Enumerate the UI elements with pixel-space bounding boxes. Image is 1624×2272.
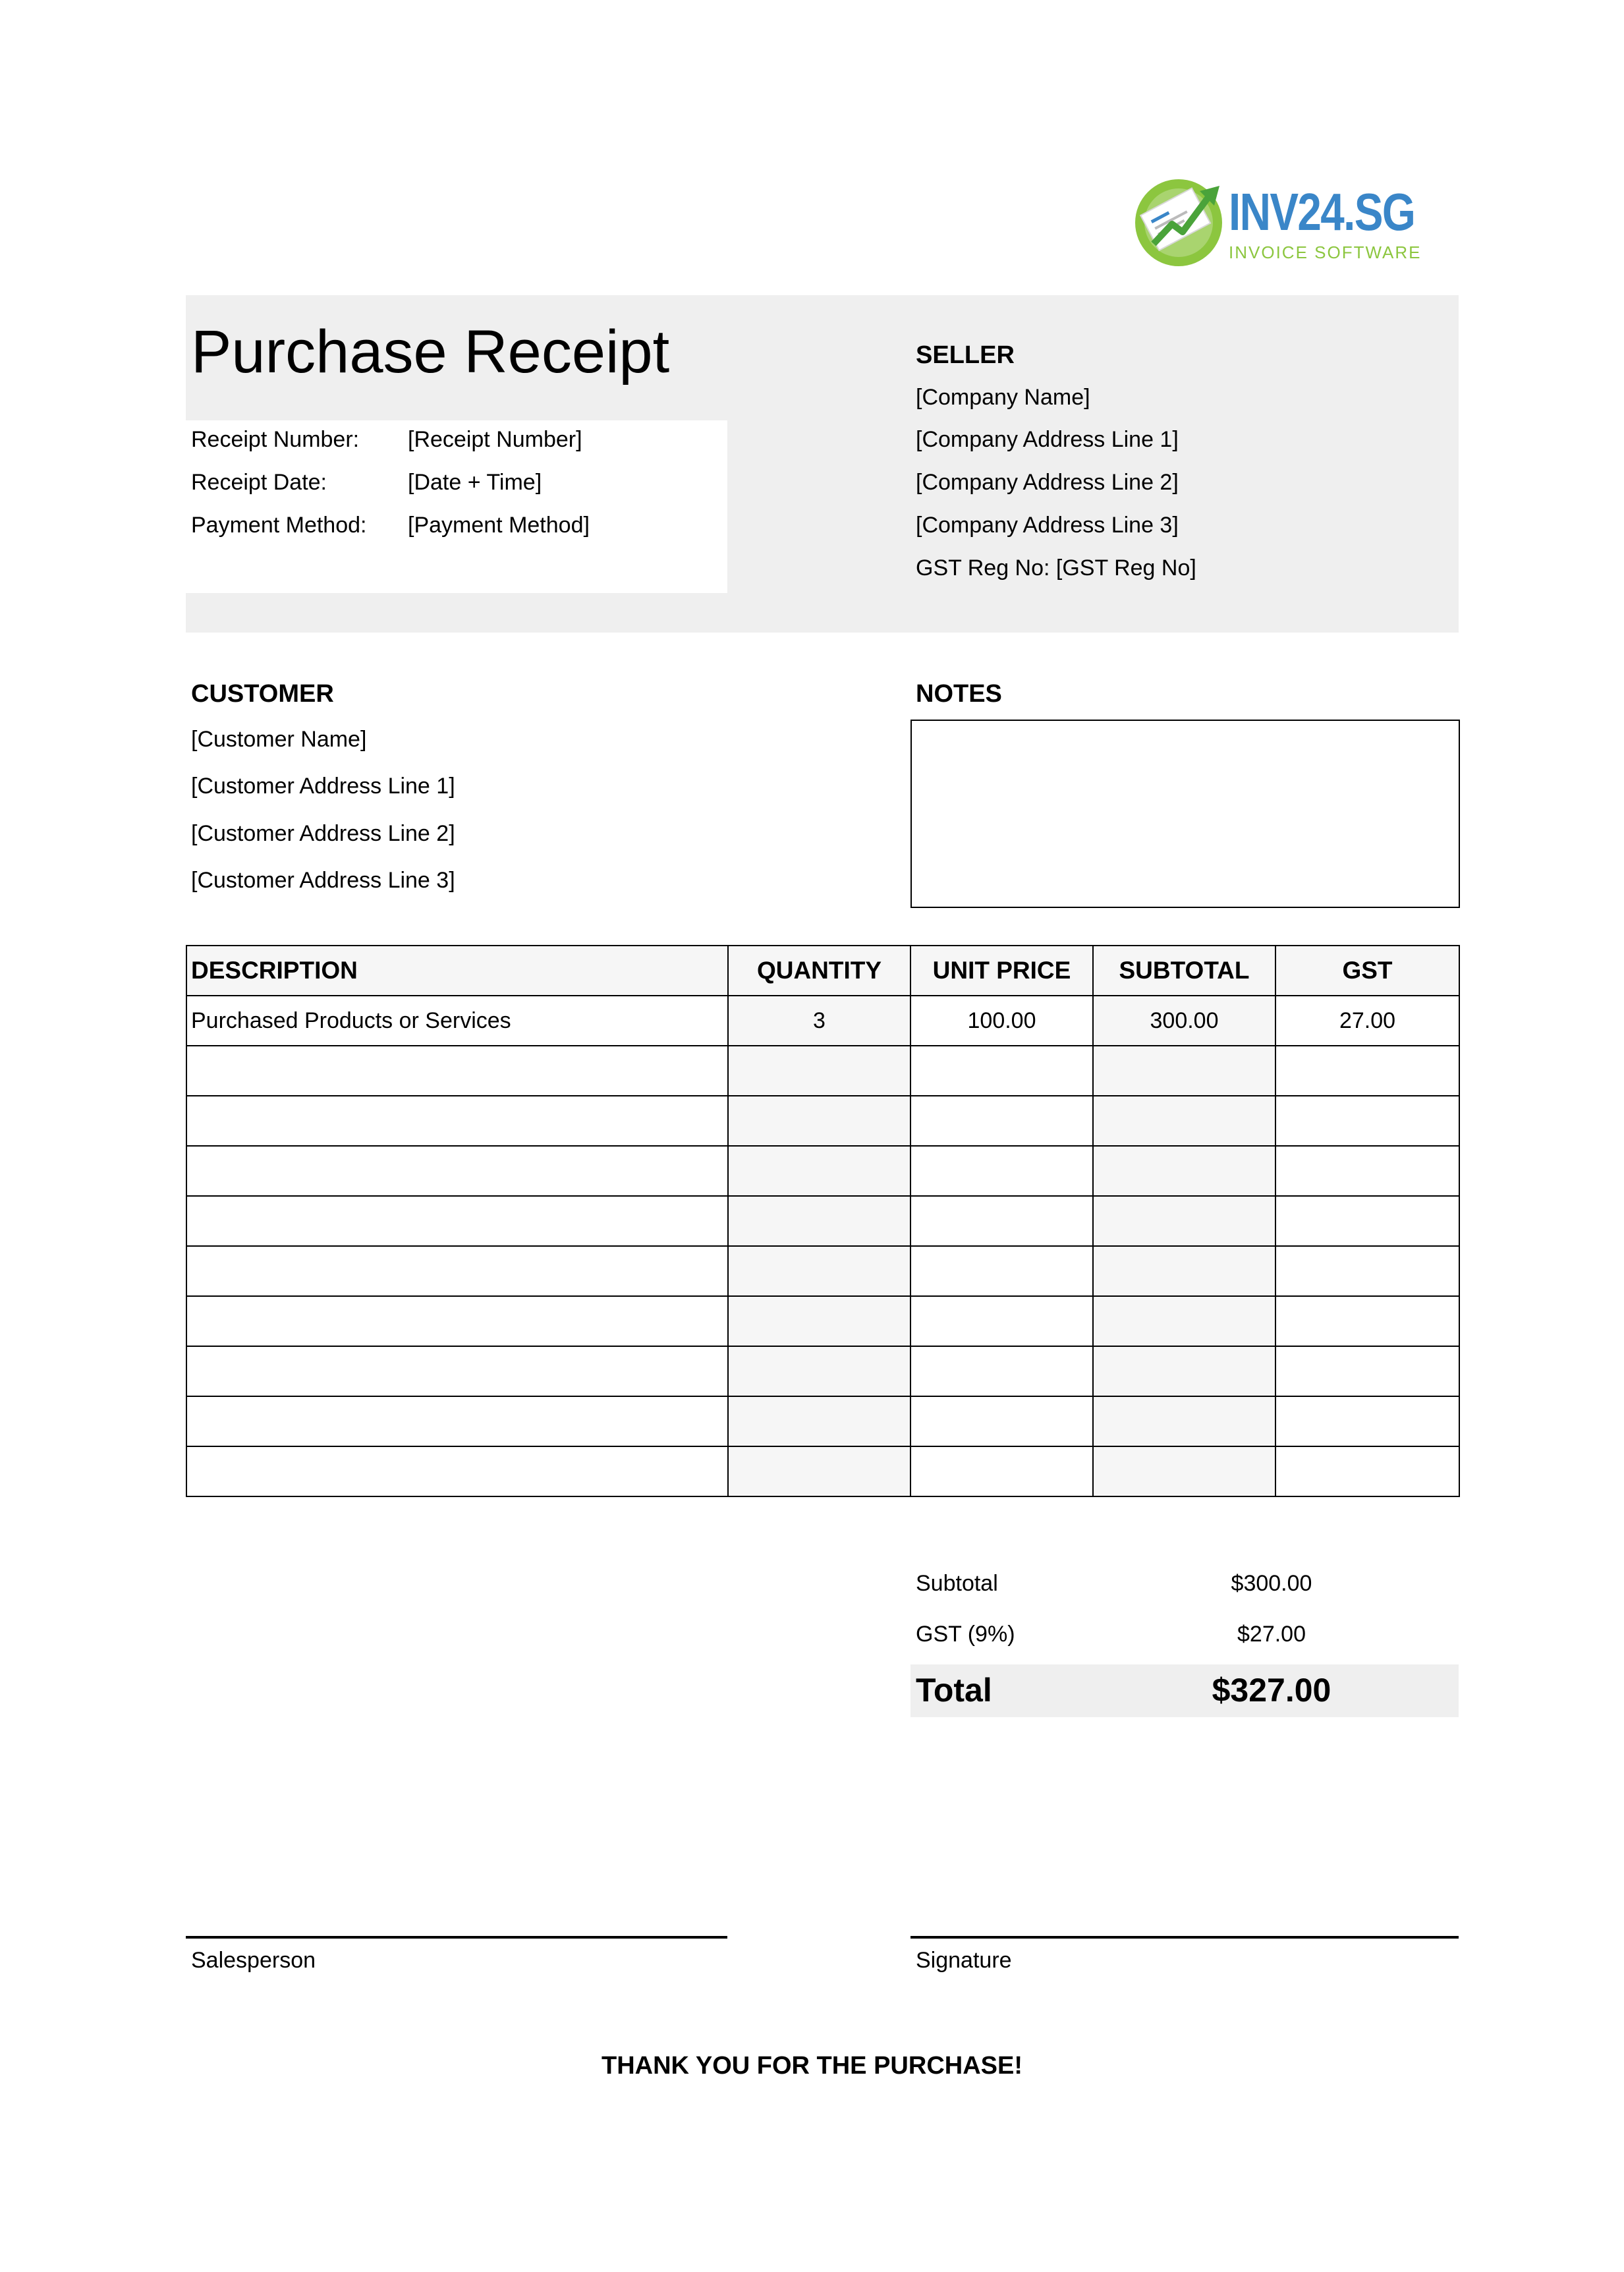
- thank-you-message: THANK YOU FOR THE PURCHASE!: [602, 2052, 1022, 2080]
- column-header-unit-price: UNIT PRICE: [910, 946, 1093, 996]
- item-subtotal-cell: [1093, 1246, 1275, 1296]
- item-description-cell[interactable]: [186, 1146, 728, 1196]
- item-unit-price-cell[interactable]: [910, 1446, 1093, 1496]
- item-description-cell[interactable]: [186, 1096, 728, 1146]
- item-subtotal-cell: [1093, 1196, 1275, 1246]
- salesperson-label: Salesperson: [191, 1948, 316, 1973]
- item-unit-price-cell[interactable]: [910, 1146, 1093, 1196]
- item-quantity-cell[interactable]: [728, 1346, 910, 1396]
- item-subtotal-cell: 300.00: [1093, 996, 1275, 1046]
- item-quantity-cell[interactable]: [728, 1296, 910, 1346]
- item-subtotal-cell: [1093, 1046, 1275, 1096]
- item-quantity-cell[interactable]: [728, 1046, 910, 1096]
- item-unit-price-cell[interactable]: 100.00: [910, 996, 1093, 1046]
- seller-address-line-3: [Company Address Line 3]: [916, 513, 1179, 538]
- gst-value: $27.00: [1237, 1622, 1306, 1647]
- signature-line: [910, 1936, 1459, 1939]
- item-subtotal-cell: [1093, 1146, 1275, 1196]
- total-value: $327.00: [1212, 1672, 1331, 1709]
- total-label: Total: [916, 1672, 992, 1709]
- item-description-cell[interactable]: Purchased Products or Services: [186, 996, 728, 1046]
- item-gst-cell: [1275, 1346, 1459, 1396]
- item-subtotal-cell: [1093, 1096, 1275, 1146]
- table-header-row: [186, 946, 1459, 996]
- table-row: [186, 1046, 1459, 1096]
- logo-name: INV24.SG: [1229, 183, 1415, 241]
- item-gst-cell: [1275, 1246, 1459, 1296]
- item-quantity-cell[interactable]: [728, 1246, 910, 1296]
- column-header-gst: GST: [1275, 946, 1459, 996]
- seller-heading: SELLER: [916, 341, 1015, 369]
- subtotal-label: Subtotal: [916, 1571, 998, 1596]
- customer-name: [Customer Name]: [191, 727, 367, 752]
- table-row: [186, 1296, 1459, 1346]
- item-unit-price-cell[interactable]: [910, 1246, 1093, 1296]
- item-description-cell[interactable]: [186, 1446, 728, 1496]
- table-row: [186, 1446, 1459, 1496]
- table-row: [186, 1346, 1459, 1396]
- item-subtotal-cell: [1093, 1346, 1275, 1396]
- item-description-cell[interactable]: [186, 1296, 728, 1346]
- item-description-cell[interactable]: [186, 1396, 728, 1446]
- seller-company-name: [Company Name]: [916, 385, 1090, 410]
- company-logo: [1131, 171, 1428, 270]
- customer-address-line-2: [Customer Address Line 2]: [191, 821, 455, 846]
- table-row: [186, 1396, 1459, 1446]
- item-unit-price-cell[interactable]: [910, 1346, 1093, 1396]
- item-description-cell[interactable]: [186, 1246, 728, 1296]
- payment-method-label: Payment Method:: [191, 513, 367, 538]
- table-row: [186, 1246, 1459, 1296]
- notes-field[interactable]: [910, 720, 1460, 908]
- receipt-date-value: [Date + Time]: [408, 470, 542, 495]
- item-gst-cell: [1275, 1446, 1459, 1496]
- receipt-number-label: Receipt Number:: [191, 427, 360, 452]
- item-quantity-cell[interactable]: [728, 1396, 910, 1446]
- seller-gst-reg: GST Reg No: [GST Reg No]: [916, 555, 1196, 581]
- item-description-cell[interactable]: [186, 1046, 728, 1096]
- item-unit-price-cell[interactable]: [910, 1296, 1093, 1346]
- item-gst-cell: [1275, 1096, 1459, 1146]
- subtotal-value: $300.00: [1231, 1571, 1312, 1596]
- customer-address-line-1: [Customer Address Line 1]: [191, 774, 455, 799]
- seller-address-line-2: [Company Address Line 2]: [916, 470, 1179, 495]
- payment-method-value: [Payment Method]: [408, 513, 590, 538]
- table-row: [186, 1096, 1459, 1146]
- notes-heading: NOTES: [916, 680, 1002, 708]
- item-unit-price-cell[interactable]: [910, 1196, 1093, 1246]
- item-subtotal-cell: [1093, 1396, 1275, 1446]
- item-subtotal-cell: [1093, 1446, 1275, 1496]
- item-unit-price-cell[interactable]: [910, 1046, 1093, 1096]
- items-table: [186, 945, 1460, 1497]
- table-row: [186, 996, 1459, 1046]
- item-quantity-cell[interactable]: [728, 1096, 910, 1146]
- gst-label: GST (9%): [916, 1622, 1015, 1647]
- signature-label: Signature: [916, 1948, 1012, 1973]
- table-row: [186, 1146, 1459, 1196]
- item-description-cell[interactable]: [186, 1196, 728, 1246]
- item-unit-price-cell[interactable]: [910, 1396, 1093, 1446]
- column-header-quantity: QUANTITY: [728, 946, 910, 996]
- logo-tagline: INVOICE SOFTWARE: [1229, 242, 1422, 262]
- receipt-number-value: [Receipt Number]: [408, 427, 582, 452]
- item-quantity-cell[interactable]: [728, 1196, 910, 1246]
- item-unit-price-cell[interactable]: [910, 1096, 1093, 1146]
- item-description-cell[interactable]: [186, 1346, 728, 1396]
- customer-heading: CUSTOMER: [191, 680, 334, 708]
- item-gst-cell: [1275, 1046, 1459, 1096]
- column-header-subtotal: SUBTOTAL: [1093, 946, 1275, 996]
- item-quantity-cell[interactable]: [728, 1146, 910, 1196]
- item-quantity-cell[interactable]: [728, 1446, 910, 1496]
- seller-address-line-1: [Company Address Line 1]: [916, 427, 1179, 452]
- item-gst-cell: [1275, 1146, 1459, 1196]
- column-header-description: DESCRIPTION: [186, 946, 728, 996]
- table-row: [186, 1196, 1459, 1246]
- customer-address-line-3: [Customer Address Line 3]: [191, 868, 455, 893]
- salesperson-signature-line: [186, 1936, 727, 1939]
- page-title: Purchase Receipt: [191, 318, 670, 385]
- item-gst-cell: [1275, 1196, 1459, 1246]
- item-quantity-cell[interactable]: 3: [728, 996, 910, 1046]
- item-subtotal-cell: [1093, 1296, 1275, 1346]
- item-gst-cell: [1275, 1396, 1459, 1446]
- item-gst-cell: [1275, 1296, 1459, 1346]
- item-gst-cell: 27.00: [1275, 996, 1459, 1046]
- receipt-date-label: Receipt Date:: [191, 470, 327, 495]
- invoice-chart-icon: [1131, 171, 1227, 270]
